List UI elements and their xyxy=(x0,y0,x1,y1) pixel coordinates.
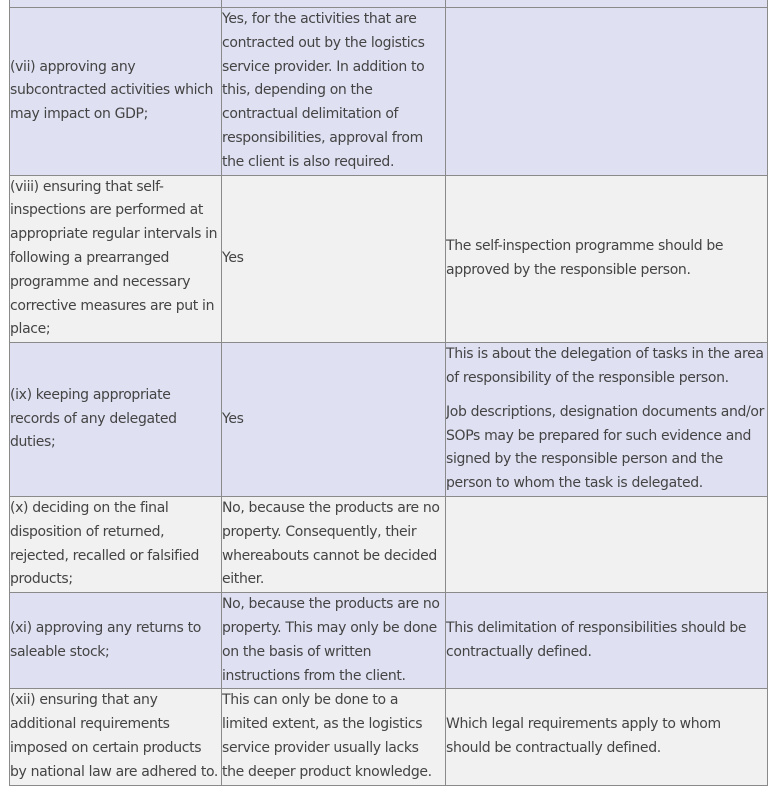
table-row xyxy=(10,343,768,497)
note-paragraph: This is about the delegation of tasks in the area of responsibility of the responsible person. xyxy=(446,346,764,386)
notes-cell xyxy=(446,8,768,176)
task-cell: (xi) approving any returns to saleable stock; xyxy=(10,593,222,689)
delegable-cell: No, because the products are no property. Consequently, their whereabouts cannot be decided either. xyxy=(222,496,446,592)
notes-cell xyxy=(446,175,768,343)
note-paragraph: The self-inspection programme should be approved by the responsible person. xyxy=(446,238,724,278)
task-cell: (viii) ensuring that self-inspections are performed at appropriate regular intervals in following a prearranged programme and necessary corrective measures are put in place; xyxy=(10,175,222,343)
task-cell: (xii) ensuring that any additional requirements imposed on certain products by national law are adhered to. xyxy=(10,689,222,785)
notes-cell xyxy=(446,0,768,8)
notes-cell xyxy=(446,343,768,497)
responsibilities-table xyxy=(9,0,768,786)
table-row xyxy=(10,8,768,176)
delegable-cell: Yes xyxy=(222,175,446,343)
delegable-cell: Yes xyxy=(222,343,446,497)
task-cell: (vii) approving any subcontracted activities which may impact on GDP; xyxy=(10,8,222,176)
note-paragraph: Job descriptions, designation documents and/or SOPs may be prepared for such evidence and signed by the responsible person and the person to whom the task is delegated. xyxy=(446,403,765,492)
table-row xyxy=(10,593,768,689)
task-cell: (ix) keeping appropriate records of any delegated duties; xyxy=(10,343,222,497)
table-row xyxy=(10,689,768,785)
note-paragraph: Which legal requirements apply to whom should be contractually defined. xyxy=(446,716,721,756)
table-row xyxy=(10,0,768,8)
table-row xyxy=(10,496,768,592)
note-paragraph: This delimitation of responsibilities should be contractually defined. xyxy=(446,619,747,660)
notes-cell xyxy=(446,593,768,689)
delegable-cell: No, because the products are no property. This may only be done on the basis of written instructions from the client. xyxy=(222,593,446,689)
delegable-cell: Yes, for the activities that are contracted out by the logistics service provider. In addition to this, depending on the contractual delimitation of responsibilities, approval from the client is also required. xyxy=(222,8,446,176)
notes-cell xyxy=(446,496,768,592)
delegable-cell xyxy=(222,0,446,8)
delegable-cell: This can only be done to a limited extent, as the logistics service provider usually lacks the deeper product knowledge. xyxy=(222,689,446,785)
task-cell: (x) deciding on the final disposition of returned, rejected, recalled or falsified products; xyxy=(10,496,222,592)
notes-cell xyxy=(446,689,768,785)
responsibilities-table-container xyxy=(9,0,767,786)
table-row xyxy=(10,175,768,343)
task-cell xyxy=(10,0,222,8)
